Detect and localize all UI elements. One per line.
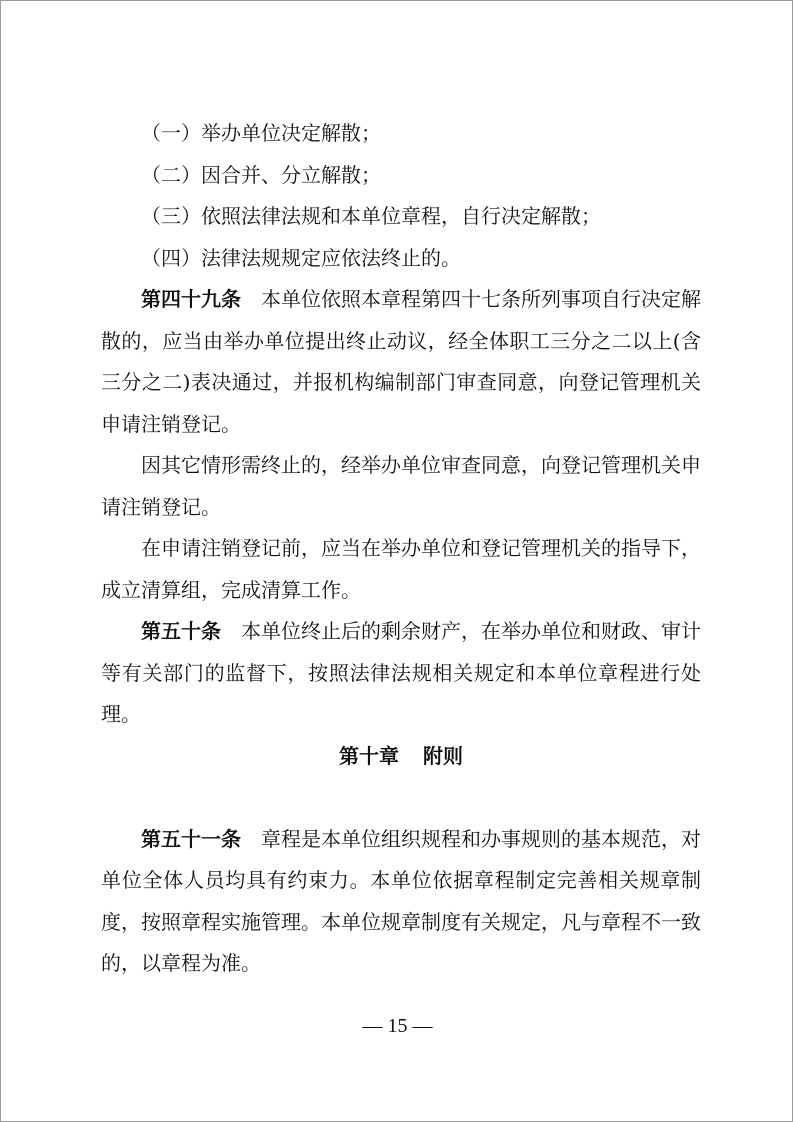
article-50-text: 本单位终止后的剩余财产，在举办单位和财政、审计等有关部门的监督下，按照法律法规相关规定和本单位章程进行处理。 bbox=[101, 619, 701, 726]
article-49 bbox=[101, 279, 701, 445]
chapter-title: 附则 bbox=[423, 743, 463, 768]
chapter-number: 第十章 bbox=[339, 743, 399, 768]
paragraph-before-deregistration: 在申请注销登记前，应当在举办单位和登记管理机关的指导下，成立清算组，完成清算工作。 bbox=[101, 536, 701, 602]
article-49-text: 本单位依照本章程第四十七条所列事项自行决定解散的，应当由举办单位提出终止动议，经全体职工三分之二以上(含三分之二)表决通过，并报机构编制部门审查同意，向登记管理机关申请注销登记。 bbox=[101, 287, 701, 436]
paragraph-other-termination: 因其它情形需终止的，经举办单位审查同意，向登记管理机关申请注销登记。 bbox=[101, 453, 701, 519]
list-item-4: （四）法律法规规定应依法终止的。 bbox=[141, 245, 461, 270]
page-number: — 15 — bbox=[362, 1015, 433, 1037]
list-item-1: （一）举办单位决定解散； bbox=[141, 121, 381, 145]
article-51-heading: 第五十一条 bbox=[141, 826, 241, 851]
article-50-heading: 第五十条 bbox=[141, 619, 221, 643]
list-item-2: （二）因合并、分立解散； bbox=[141, 162, 381, 187]
article-51-text: 章程是本单位组织规程和办事规则的基本规范，对单位全体人员均具有约束力。本单位依据章程制定完善相关规章制度，按照章程实施管理。本单位规章制度有关规定，凡与章程不一致的，以章程为准。 bbox=[101, 826, 701, 975]
article-49-heading: 第四十九条 bbox=[141, 287, 241, 311]
document-body bbox=[101, 113, 701, 985]
article-50 bbox=[101, 611, 701, 736]
list-item-3: （三）依照法律法规和本单位章程，自行决定解散； bbox=[141, 204, 601, 228]
article-51 bbox=[101, 819, 701, 985]
chapter-heading bbox=[101, 736, 701, 778]
